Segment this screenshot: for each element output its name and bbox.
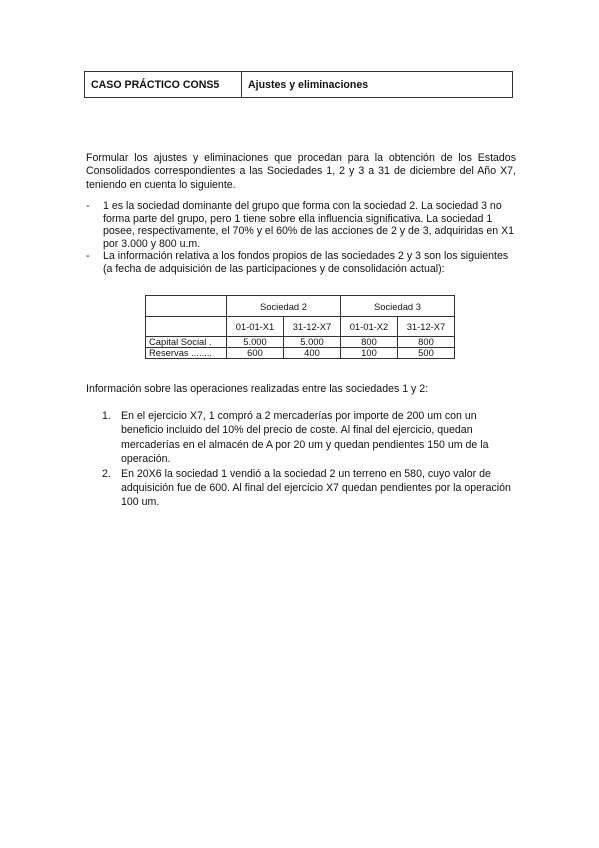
bullet-marker: -	[86, 200, 90, 212]
operation-text: En 20X6 la sociedad 1 vendió a la sociedad 2 un terreno en 580, cuyo valor de adquisición fue de 600. Al final del ejercicio X7 quedan pendientes por la operación 100 um.	[121, 467, 511, 509]
table-group-header: Sociedad 2	[227, 296, 341, 317]
operation-number: 2.	[102, 467, 111, 480]
table-date-header: 01-01-X1	[227, 317, 284, 337]
table-cell: 100	[341, 348, 398, 359]
table-group-header: Sociedad 3	[341, 296, 455, 317]
operations-list	[102, 409, 517, 510]
table-cell: 400	[284, 348, 341, 359]
table-cell: 5.000	[284, 337, 341, 348]
table-date-header: 01-01-X2	[341, 317, 398, 337]
operation-text: En el ejercicio X7, 1 compró a 2 mercaderías por importe de 200 um con un beneficio incluido del 10% del precio de coste. Al final del ejercicio, quedan mercaderías en el almacén de A por 20 um y quedan pendientes 150 um de la operación.	[121, 410, 489, 466]
table-date-header: 31-12-X7	[284, 317, 341, 337]
table-row	[146, 348, 455, 359]
table-row-label: Reservas ........	[146, 348, 227, 359]
operation-number: 1.	[102, 410, 111, 422]
table-date-header: 31-12-X7	[398, 317, 455, 337]
list-item	[102, 409, 517, 467]
bullet-marker: -	[86, 250, 90, 263]
statement-list	[86, 200, 518, 276]
table-corner-cell	[146, 317, 227, 337]
table-cell: 5.000	[227, 337, 284, 348]
table-cell: 800	[341, 337, 398, 348]
case-title: Ajustes y eliminaciones	[248, 78, 369, 91]
table-cell: 600	[227, 348, 284, 359]
list-item	[86, 250, 518, 275]
list-item-text: La información relativa a los fondos propios de las sociedades 2 y 3 son los siguientes (a fecha de adquisición de las participaciones y de consolidación actual):	[103, 250, 509, 275]
case-label: CASO PRÁCTICO CONS5	[85, 72, 242, 97]
equity-table	[145, 295, 455, 359]
table-group-row	[146, 296, 455, 317]
case-header	[84, 71, 513, 98]
table-corner-cell	[146, 296, 227, 317]
table-row-label: Capital Social .	[146, 337, 227, 348]
list-item	[102, 467, 517, 510]
operations-heading: Información sobre las operaciones realizadas entre las sociedades 1 y 2:	[86, 383, 429, 395]
table-cell: 500	[398, 348, 455, 359]
intro-paragraph: Formular los ajustes y eliminaciones que procedan para la obtención de los Estados Consolidados correspondientes a las Sociedades 1, 2 y 3 a 31 de diciembre del Año X7, teniendo en cuenta lo siguiente.	[86, 152, 516, 191]
list-item	[86, 200, 518, 250]
table-date-row	[146, 317, 455, 337]
table-cell: 800	[398, 337, 455, 348]
list-item-text: 1 es la sociedad dominante del grupo que forma con la sociedad 2. La sociedad 3 no forma parte del grupo, pero 1 tiene sobre ella influencia significativa. La sociedad 1 posee, respectivamente, el 70% y el 60% de las acciones de 2 y de 3, adquiridas en X1 por 3.000 y 800 u.m.	[103, 200, 515, 250]
table-row	[146, 337, 455, 348]
